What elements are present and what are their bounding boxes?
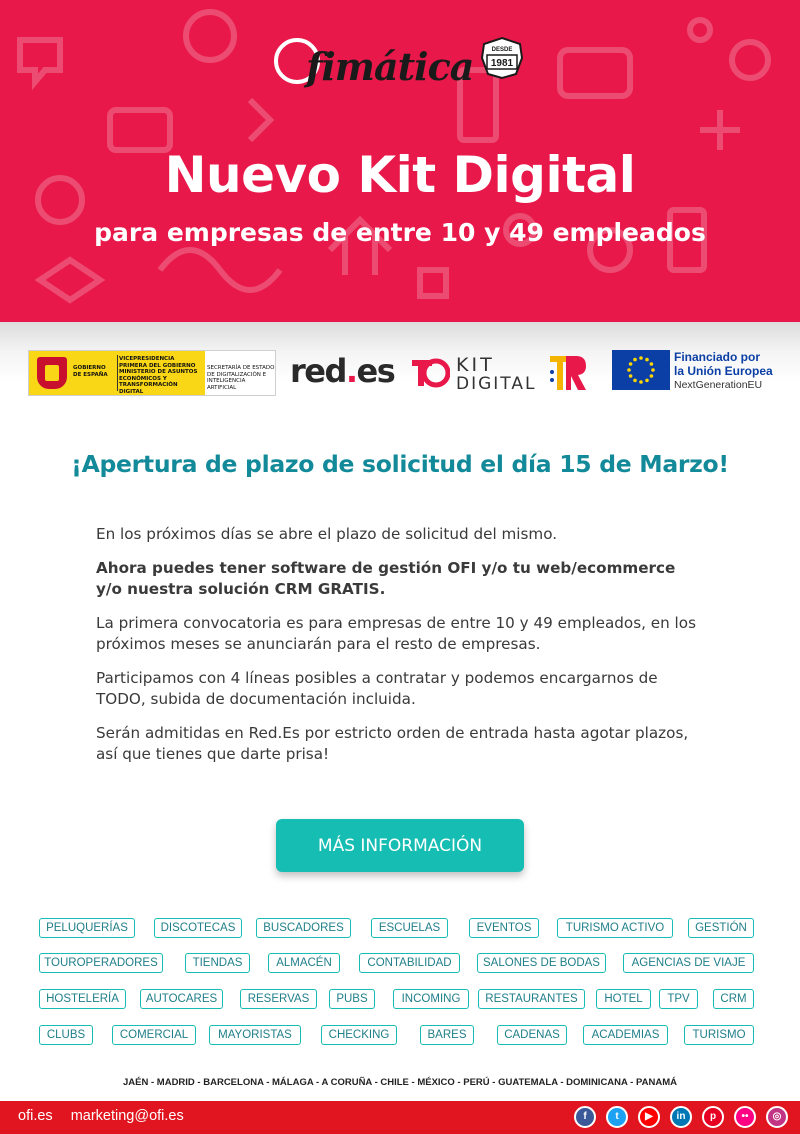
tag-crm[interactable]: CRM [713, 989, 754, 1009]
tag-almacen[interactable]: ALMACÉN [268, 953, 340, 973]
tag-reservas[interactable]: RESERVAS [240, 989, 317, 1009]
twitter-icon[interactable]: t [606, 1106, 628, 1128]
youtube-icon[interactable]: ▶ [638, 1106, 660, 1128]
tag-salones-de-bodas[interactable]: SALONES DE BODAS [477, 953, 606, 973]
eu-next-generation-logo [612, 350, 782, 394]
tag-turismo[interactable]: TURISMO [684, 1025, 754, 1045]
eu-flag-icon [612, 350, 670, 390]
kit-digital-logo [410, 354, 540, 394]
footer-bar [0, 1101, 800, 1134]
paragraph-3: La primera convocatoria es para empresas de entre 10 y 49 empleados, en los próximos meses se anunciarán para el resto de empresas. [96, 614, 696, 653]
tag-tpv[interactable]: TPV [659, 989, 698, 1009]
linkedin-icon[interactable]: in [670, 1106, 692, 1128]
tag-contabilidad[interactable]: CONTABILIDAD [359, 953, 460, 973]
sponsor-logos-strip [0, 322, 800, 422]
hero-banner [0, 0, 800, 322]
pinterest-icon[interactable]: p [702, 1106, 724, 1128]
facebook-icon[interactable]: f [574, 1106, 596, 1128]
gov-left-text: GOBIERNO DE ESPAÑA [73, 365, 108, 378]
paragraph-4: Participamos con 4 líneas posibles a contratar y podemos encargarnos de TODO, subida de documentación incluida. [96, 669, 658, 708]
more-info-button[interactable]: MÁS INFORMACIÓN [276, 819, 524, 872]
tag-discotecas[interactable]: DISCOTECAS [154, 918, 242, 938]
tag-agencias-de-viaje[interactable]: AGENCIAS DE VIAJE [623, 953, 754, 973]
ofimatica-logo[interactable] [272, 30, 532, 110]
flickr-icon[interactable]: •• [734, 1106, 756, 1128]
tag-bares[interactable]: BARES [420, 1025, 474, 1045]
gov-right-text: SECRETARÍA DE ESTADO DE DIGITALIZACIÓN E INTELIGENCIA ARTIFICIAL [207, 365, 275, 391]
hero-title: Nuevo Kit Digital [164, 146, 636, 204]
tag-hotel[interactable]: HOTEL [596, 989, 651, 1009]
instagram-icon[interactable]: ◎ [766, 1106, 788, 1128]
paragraph-2-bold: Ahora puedes tener software de gestión OFI y/o tu web/ecommerce y/o nuestra solución CRM GRATIS. [96, 559, 676, 598]
body-copy [96, 524, 706, 778]
tag-escuelas[interactable]: ESCUELAS [371, 918, 448, 938]
red-es-logo: red.es [290, 352, 395, 390]
digital-text: DIGITAL [456, 374, 537, 394]
tag-cadenas[interactable]: CADENAS [497, 1025, 567, 1045]
tag-academias[interactable]: ACADEMIAS [583, 1025, 668, 1045]
tag-row-3 [0, 989, 800, 1011]
website-link[interactable]: ofi.es [18, 1108, 53, 1124]
tag-peluquerias[interactable]: PELUQUERÍAS [39, 918, 135, 938]
paragraph-5: Serán admitidas en Red.Es por estricto orden de entrada hasta agotar plazos, así que tienes que darte prisa! [96, 724, 689, 763]
eu-line-3: NextGenerationEU [674, 379, 763, 391]
tag-clubs[interactable]: CLUBS [39, 1025, 93, 1045]
paragraph-1: En los próximos días se abre el plazo de solicitud del mismo. [96, 525, 558, 543]
seal-year-text: 1981 [490, 58, 514, 69]
tag-turismo-activo[interactable]: TURISMO ACTIVO [557, 918, 673, 938]
tag-mayoristas[interactable]: MAYORISTAS [209, 1025, 301, 1045]
tag-pubs[interactable]: PUBS [329, 989, 375, 1009]
tag-touroperadores[interactable]: TOUROPERADORES [39, 953, 163, 973]
email-link[interactable]: marketing@ofi.es [70, 1108, 184, 1124]
tag-row-1 [0, 918, 800, 940]
tag-comercial[interactable]: COMERCIAL [112, 1025, 196, 1045]
opening-headline: ¡Apertura de plazo de solicitud el día 15 de Marzo! [71, 450, 729, 478]
tag-incoming[interactable]: INCOMING [393, 989, 469, 1009]
tag-restaurantes[interactable]: RESTAURANTES [478, 989, 585, 1009]
gobierno-espana-logo [28, 350, 276, 396]
tag-row-4 [0, 1025, 800, 1047]
since-1981-seal-icon [480, 36, 524, 80]
tag-tiendas[interactable]: TIENDAS [185, 953, 250, 973]
tag-buscadores[interactable]: BUSCADORES [256, 918, 351, 938]
tag-hosteleria[interactable]: HOSTELERÍA [39, 989, 126, 1009]
tag-autocares[interactable]: AUTOCARES [140, 989, 223, 1009]
office-locations: JAÉN - MADRID - BARCELONA - MÁLAGA - A CORUÑA - CHILE - MÉXICO - PERÚ - GUATEMALA - DOMINICANA - PANAMÁ [123, 1077, 677, 1088]
footer-links [18, 1108, 198, 1124]
tag-gestion[interactable]: GESTIÓN [688, 918, 754, 938]
tag-checking[interactable]: CHECKING [321, 1025, 397, 1045]
kit-digital-mark-icon [410, 356, 450, 390]
coat-of-arms-icon [37, 357, 67, 389]
eu-line-1: Financiado por [674, 350, 761, 364]
eu-line-2: la Unión Europea [674, 364, 773, 378]
kit-text: KIT [456, 354, 495, 376]
tag-eventos[interactable]: EVENTOS [469, 918, 539, 938]
hero-subtitle: para empresas de entre 10 y 49 empleados [94, 218, 706, 247]
tag-row-2 [0, 953, 800, 975]
seal-top-text: DESDE [491, 47, 513, 53]
plan-recuperacion-logo-icon [546, 352, 588, 394]
gov-mid-text: VICEPRESIDENCIA PRIMERA DEL GOBIERNO MINISTERIO DE ASUNTOS ECONÓMICOS Y TRANSFORMACIÓN DIGITAL [119, 356, 198, 395]
logo-wordmark: fimática [306, 44, 474, 89]
